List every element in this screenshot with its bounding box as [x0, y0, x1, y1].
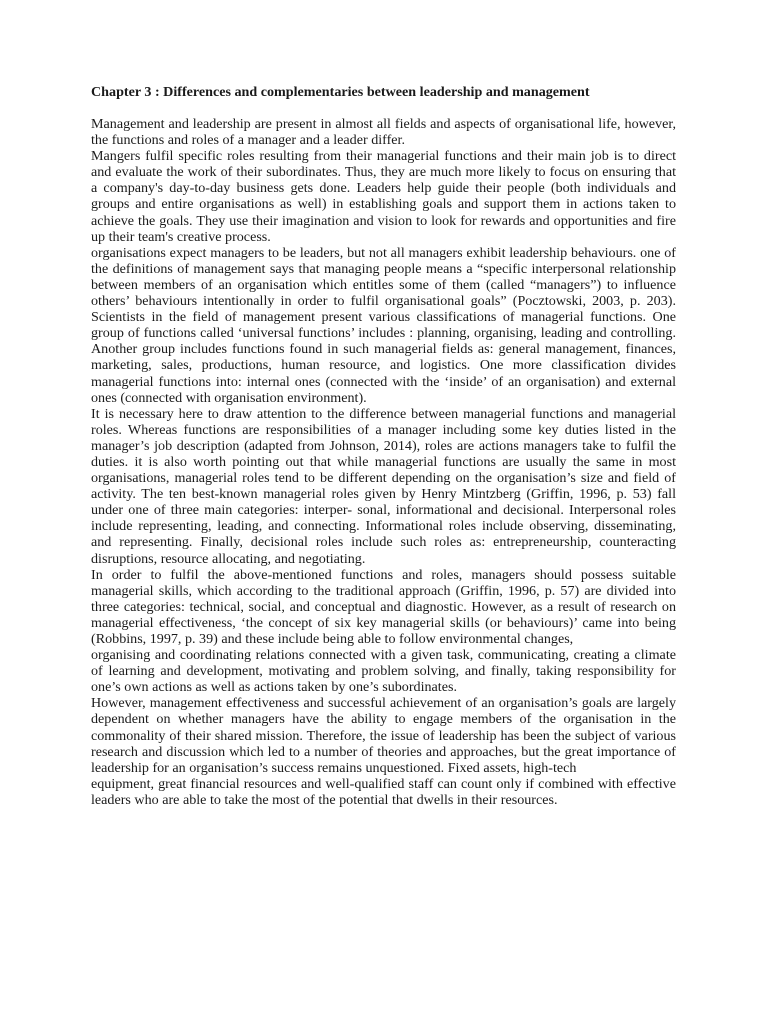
document-page	[91, 84, 676, 808]
paragraph-leadership-importance: However, management effectiveness and successful achievement of an organisation’s goals are largely dependent on whether managers have the ability to engage members of the organisation in the commonality of their shared mission. Therefore, the issue of leadership has been the subject of various research and discussion which led to a number of theories and approaches, but the great importance of leadership for an organisation’s success remains unquestioned. Fixed assets, high-tech	[91, 695, 676, 776]
paragraph-skills-continued: organising and coordinating relations connected with a given task, communicating, creating a climate of learning and development, motivating and problem solving, and finally, taking responsibility for one’s own actions as well as actions taken by one’s subordinates.	[91, 647, 676, 696]
paragraph-managerial-skills: In order to fulfil the above-mentioned functions and roles, managers should possess suitable managerial skills, which according to the traditional approach (Griffin, 1996, p. 57) are divided into three categories: technical, social, and conceptual and diagnostic. However, as a result of research on managerial effectiveness, ‘the concept of six key managerial skills (or behaviours)’ came into being (Robbins, 1997, p. 39) and these include being able to follow environmental changes,	[91, 566, 676, 647]
paragraph-management-definitions: organisations expect managers to be leaders, but not all managers exhibit leadership behaviours. one of the definitions of management says that managing people means a “specific interpersonal relationship between members of an organisation which entitles some of them (called “managers”) to influence others’ behaviours intentionally in order to fulfil organisational goals” (Pocztowski, 2003, p. 203). Scientists in the field of management present various classifications of managerial functions. One group of functions called ‘universal functions’ includes : planning, organising, leading and controlling. Another group includes functions found in such managerial fields as: general management, finances, marketing, sales, productions, human resource, and logistics. One more classification divides managerial functions into: internal ones (connected with the ‘inside’ of an organisation) and external ones (connected with organisation environment).	[91, 244, 676, 406]
chapter-title: Chapter 3 : Differences and complementaries between leadership and management	[91, 84, 590, 100]
paragraph-effective-leaders: equipment, great financial resources and well-qualified staff can count only if combined with effective leaders who are able to take the most of the potential that dwells in their resources.	[91, 775, 676, 808]
paragraph-intro: Management and leadership are present in almost all fields and aspects of organisational life, however, the functions and roles of a manager and a leader differ.	[91, 116, 676, 149]
paragraph-functions-vs-roles: It is necessary here to draw attention to the difference between managerial functions and managerial roles. Whereas functions are responsibilities of a manager including some key duties listed in the manager’s job description (adapted from Johnson, 2014), roles are actions managers take to fulfil the duties. it is also worth pointing out that while managerial functions are usually the same in most organisations, managerial roles tend to be different depending on the organisation’s size and field of activity. The ten best-known managerial roles given by Henry Mintzberg (Griffin, 1996, p. 53) fall under one of three main categories: interper- sonal, informational and decisional. Interpersonal roles include representing, leading, and connecting. Informational roles include observing, disseminating, and representing. Finally, decisional roles include such roles as: entrepreneurship, counteracting disruptions, resource allocating, and negotiating.	[91, 405, 676, 567]
paragraph-managers-roles: Mangers fulfil specific roles resulting from their managerial functions and their main job is to direct and evaluate the work of their subordinates. Thus, they are much more likely to focus on ensuring that a company's day-to-day business gets done. Leaders help guide their people (both individuals and groups and entire organisations as well) in establishing goals and support them in actions taken to achieve the goals. They use their imagination and vision to look for rewards and opportunities and fire up their team's creative process.	[91, 148, 676, 245]
